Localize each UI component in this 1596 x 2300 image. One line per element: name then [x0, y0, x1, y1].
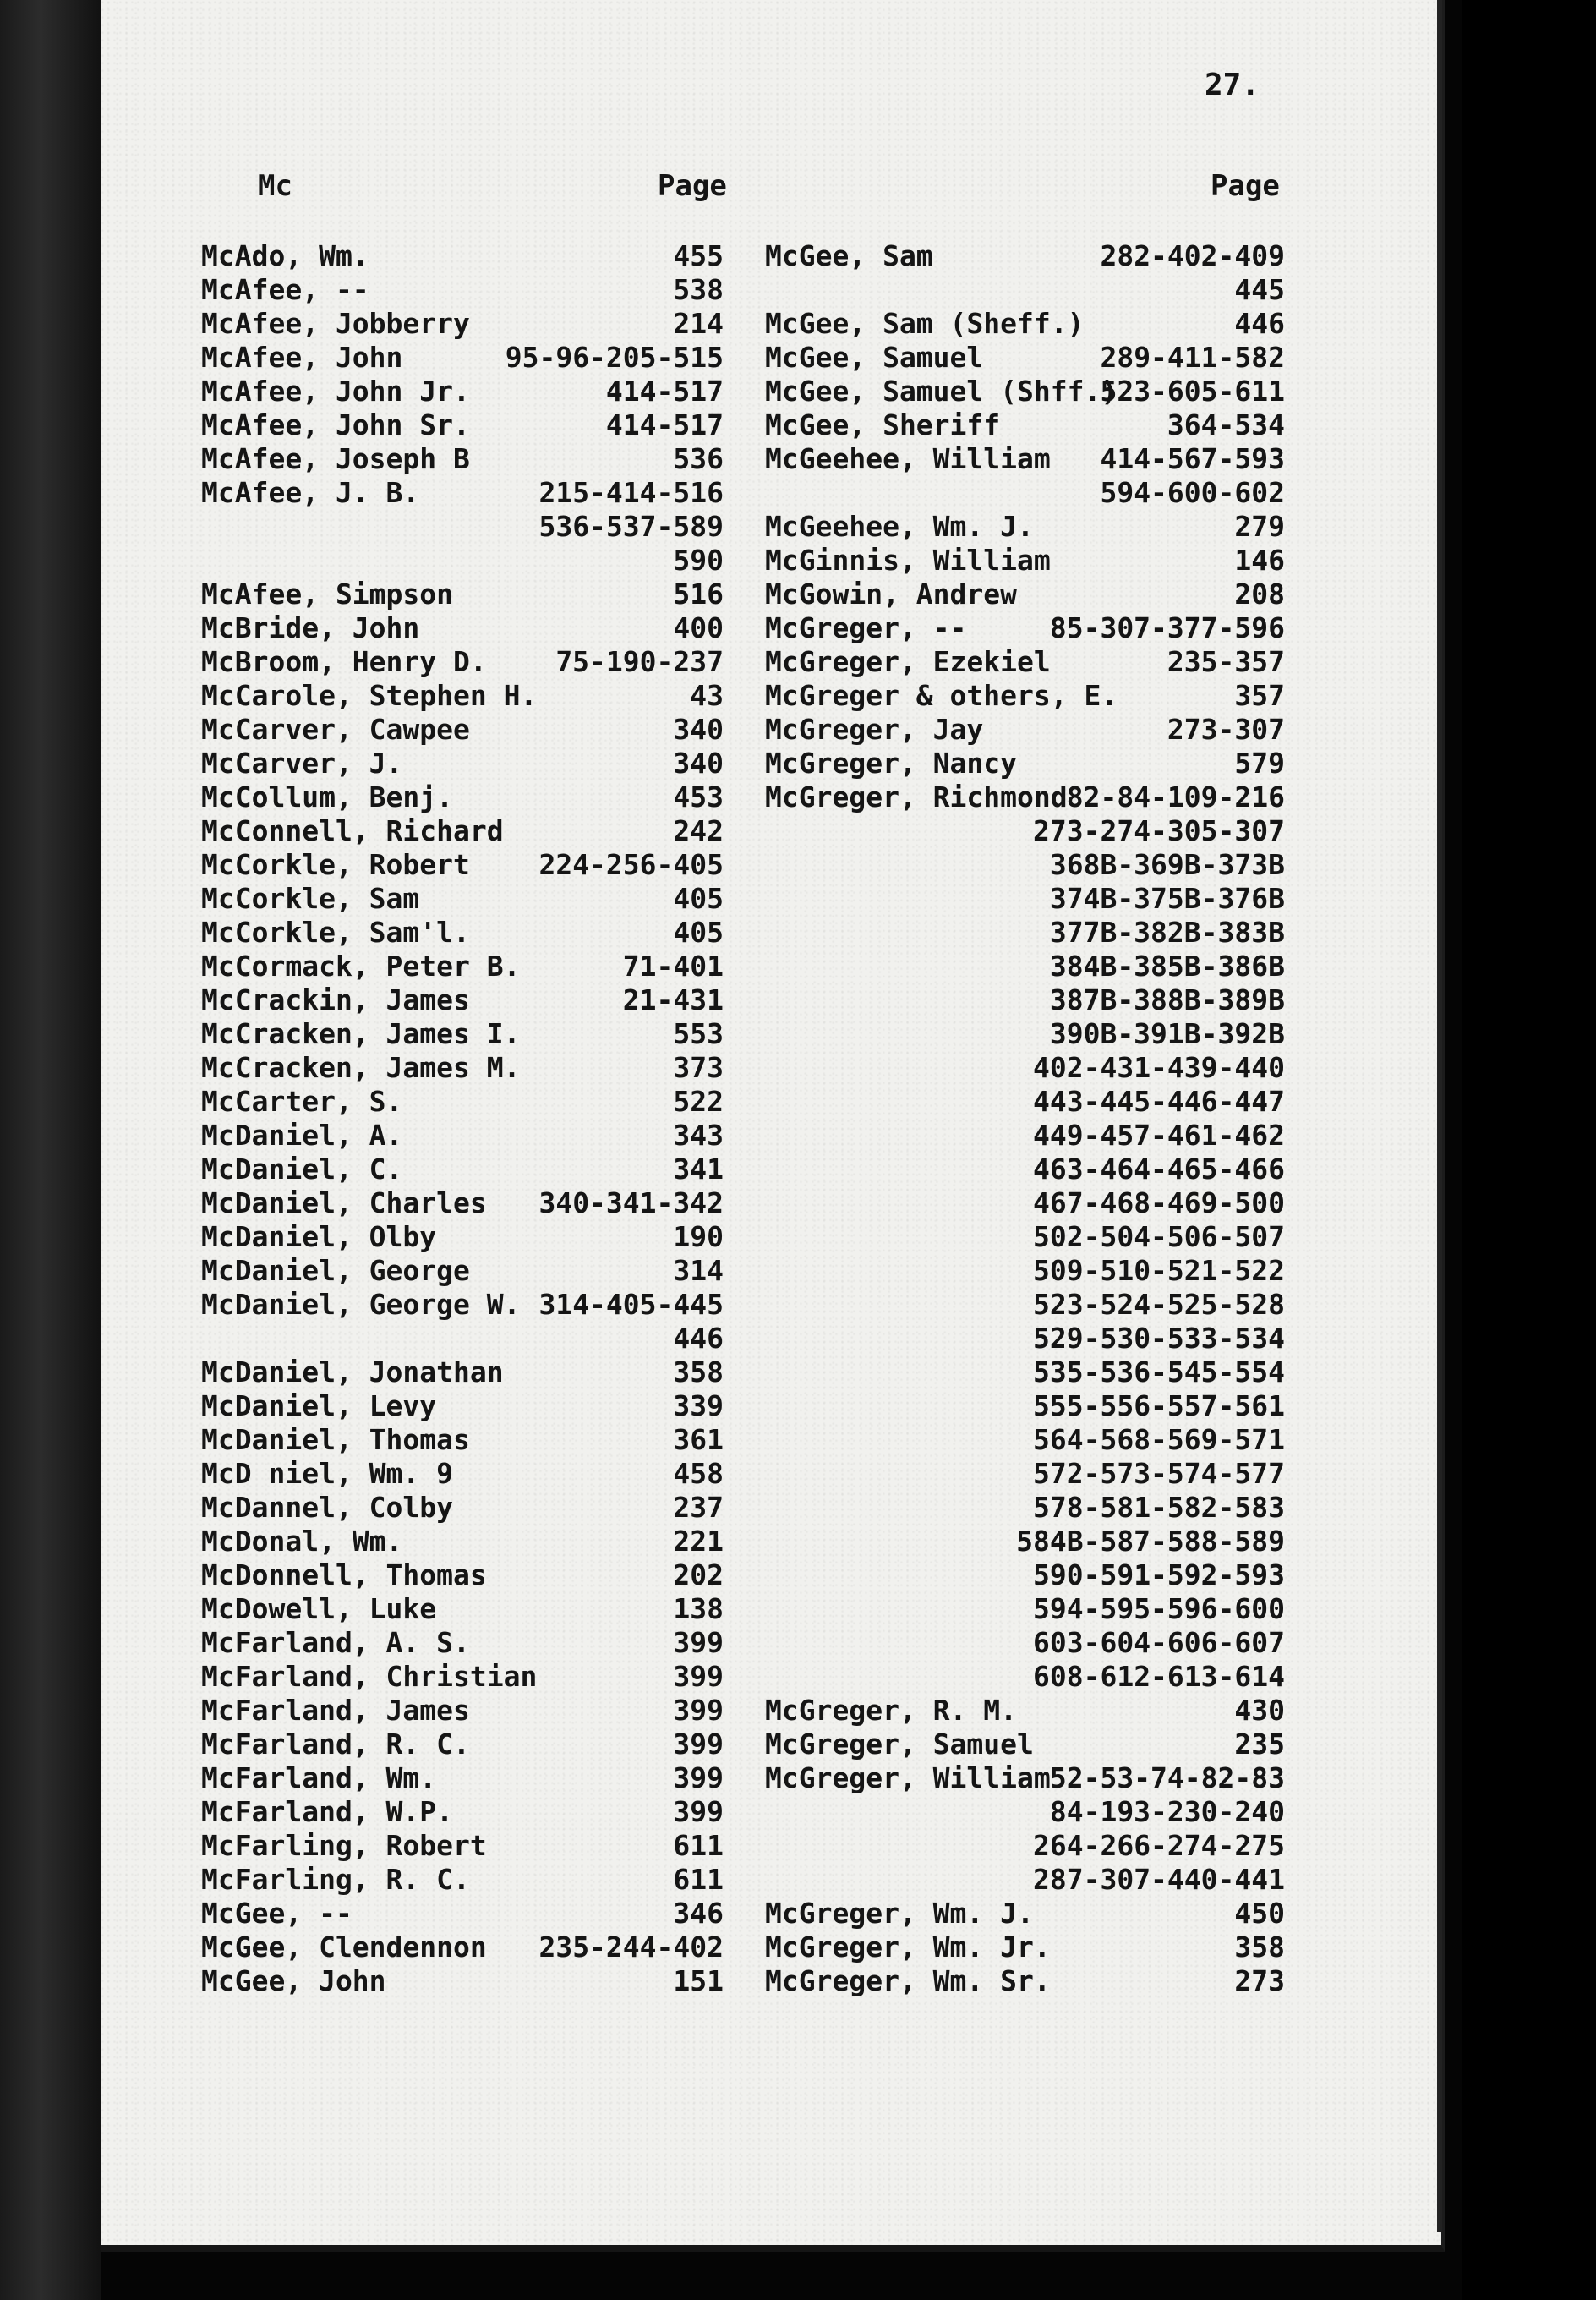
index-entry-name: McGeehee, Wm. J. — [765, 510, 1034, 543]
index-entry-pages: 536-537-589 — [538, 510, 724, 543]
index-entry-name: McBroom, Henry D. — [201, 645, 487, 678]
index-entry-pages: 361 — [673, 1423, 724, 1456]
index-entry-pages: 279 — [1234, 510, 1285, 543]
index-entry-name: McGreger, Ezekiel — [765, 645, 1051, 678]
index-entry-name: McDaniel, George — [201, 1254, 470, 1287]
index-entry-pages: 529-530-533-534 — [1032, 1322, 1285, 1355]
index-entry-name: McDaniel, Olby — [201, 1220, 437, 1253]
index-entry-name: McDaniel, Charles — [201, 1186, 487, 1219]
index-entry-name: McAfee, Jobberry — [201, 307, 470, 340]
index-entry-pages: 85-307-377-596 — [1049, 611, 1285, 644]
index-entry-pages: 377B-382B-383B — [1049, 916, 1285, 949]
index-entry-name: McCorkle, Sam — [201, 882, 420, 915]
header-left-name: Mc — [258, 169, 292, 203]
index-entry-pages: 215-414-516 — [538, 476, 724, 509]
index-entry-name: McGreger, Samuel — [765, 1728, 1034, 1761]
index-entry-pages: 75-190-237 — [555, 645, 724, 678]
index-entry-name: McDaniel, A. — [201, 1119, 403, 1152]
index-entry-pages: 594-595-596-600 — [1032, 1592, 1285, 1625]
index-entry-pages: 414-517 — [605, 408, 724, 441]
index-entry-name: McGee, Samuel (Shff.) — [765, 375, 1118, 408]
index-entry-pages: 368B-369B-373B — [1049, 848, 1285, 881]
index-entry-pages: 235 — [1234, 1728, 1285, 1761]
index-entry-name: McGee, John — [201, 1964, 386, 1997]
left-page-column — [490, 239, 724, 1998]
index-entry-pages: 374B-375B-376B — [1049, 882, 1285, 915]
index-entry-pages: 536 — [673, 442, 724, 475]
index-entry-name: McFarling, R. C. — [201, 1863, 470, 1896]
index-entry-pages: 340 — [673, 747, 724, 780]
index-entry-name: McAfee, Simpson — [201, 578, 454, 611]
index-entry-name: McCarver, J. — [201, 747, 403, 780]
index-entry-name: McCracken, James M. — [201, 1051, 521, 1084]
index-entry-pages: 237 — [673, 1491, 724, 1524]
index-entry-pages: 82-84-109-216 — [1066, 780, 1285, 813]
index-entry-name: McCarole, Stephen H. — [201, 679, 538, 712]
index-entry-pages: 208 — [1234, 578, 1285, 611]
index-entry-name: McGee, Samuel — [765, 341, 984, 374]
index-entry-pages: 399 — [673, 1626, 724, 1659]
index-entry-pages: 535-536-545-554 — [1032, 1355, 1285, 1388]
index-entry-pages: 399 — [673, 1660, 724, 1693]
index-entry-pages: 273-307 — [1167, 713, 1285, 746]
index-entry-pages: 399 — [673, 1795, 724, 1828]
index-entry-name: McDaniel, Levy — [201, 1389, 437, 1422]
index-entry-name: McGee, Sam (Sheff.) — [765, 307, 1085, 340]
index-entry-name: McGreger, Wm. Jr. — [765, 1930, 1051, 1963]
index-entry-pages: 235-244-402 — [538, 1930, 724, 1963]
index-entry-pages: 399 — [673, 1728, 724, 1761]
index-entry-name: McCollum, Benj. — [201, 780, 454, 813]
index-entry-pages: 221 — [673, 1525, 724, 1558]
index-entry-pages: 516 — [673, 578, 724, 611]
index-entry-pages: 446 — [1234, 307, 1285, 340]
index-entry-name: McFarland, James — [201, 1694, 470, 1727]
index-entry-name: McCarter, S. — [201, 1085, 403, 1118]
index-entry-name: McAfee, J. B. — [201, 476, 420, 509]
index-entry-pages: 430 — [1234, 1694, 1285, 1727]
index-entry-pages: 387B-388B-389B — [1049, 983, 1285, 1016]
index-entry-pages: 43 — [690, 679, 724, 712]
index-entry-pages: 71-401 — [622, 950, 724, 983]
index-entry-name: McAfee, Joseph B — [201, 442, 470, 475]
index-entry-pages: 445 — [1234, 273, 1285, 306]
page-fold — [1437, 0, 1442, 2232]
index-entry-name: McGinnis, William — [765, 544, 1051, 577]
index-entry-pages: 314-405-445 — [538, 1288, 724, 1321]
index-entry-pages: 453 — [673, 780, 724, 813]
index-entry-name: McGreger, R. M. — [765, 1694, 1018, 1727]
index-entry-name: McFarling, Robert — [201, 1829, 487, 1862]
index-entry-name: McDaniel, Thomas — [201, 1423, 470, 1456]
index-entry-pages: 358 — [673, 1355, 724, 1388]
index-entry-name: McGee, Sheriff — [765, 408, 1001, 441]
index-entry-pages: 341 — [673, 1153, 724, 1186]
index-entry-pages: 21-431 — [622, 983, 724, 1016]
index-entry-pages: 611 — [673, 1829, 724, 1862]
index-entry-pages: 340 — [673, 713, 724, 746]
index-entry-pages: 611 — [673, 1863, 724, 1896]
index-entry-pages: 273 — [1234, 1964, 1285, 1997]
index-entry-pages: 214 — [673, 307, 724, 340]
index-entry-pages: 400 — [673, 611, 724, 644]
index-entry-name: McCrackin, James — [201, 983, 470, 1016]
index-entry-pages: 502-504-506-507 — [1032, 1220, 1285, 1253]
index-entry-pages: 590 — [673, 544, 724, 577]
index-entry-pages: 146 — [1234, 544, 1285, 577]
index-entry-pages: 579 — [1234, 747, 1285, 780]
index-entry-name: McAfee, John — [201, 341, 403, 374]
index-entry-name: McConnell, Richard — [201, 814, 504, 847]
index-entry-pages: 373 — [673, 1051, 724, 1084]
header-left-page: Page — [658, 169, 727, 203]
index-entry-name: McCorkle, Sam'l. — [201, 916, 470, 949]
index-entry-pages: 555-556-557-561 — [1032, 1389, 1285, 1422]
index-entry-name: McGeehee, William — [765, 442, 1051, 475]
index-entry-pages: 358 — [1234, 1930, 1285, 1963]
index-entry-name: McDonnell, Thomas — [201, 1558, 487, 1591]
header-right-page: Page — [1211, 169, 1280, 203]
index-entry-name: McCracken, James I. — [201, 1017, 521, 1050]
index-entry-pages: 287-307-440-441 — [1032, 1863, 1285, 1896]
index-entry-pages: 443-445-446-447 — [1032, 1085, 1285, 1118]
scan-margin — [1462, 0, 1596, 2300]
index-entry-name: McGreger & others, E. — [765, 679, 1118, 712]
index-entry-name: McFarland, W.P. — [201, 1795, 454, 1828]
index-entry-pages: 339 — [673, 1389, 724, 1422]
index-entry-pages: 467-468-469-500 — [1032, 1186, 1285, 1219]
index-entry-pages: 405 — [673, 882, 724, 915]
index-entry-pages: 202 — [673, 1558, 724, 1591]
index-entry-name: McDaniel, C. — [201, 1153, 403, 1186]
index-entry-pages: 590-591-592-593 — [1032, 1558, 1285, 1591]
index-entry-pages: 264-266-274-275 — [1032, 1829, 1285, 1862]
index-entry-pages: 594-600-602 — [1100, 476, 1285, 509]
index-entry-pages: 138 — [673, 1592, 724, 1625]
index-entry-pages: 603-604-606-607 — [1032, 1626, 1285, 1659]
index-entry-name: McAfee, -- — [201, 273, 369, 306]
index-entry-pages: 224-256-405 — [538, 848, 724, 881]
index-entry-name: McDannel, Colby — [201, 1491, 454, 1524]
index-entry-name: McGowin, Andrew — [765, 578, 1018, 611]
index-entry-pages: 572-573-574-577 — [1032, 1457, 1285, 1490]
index-entry-name: McCorkle, Robert — [201, 848, 470, 881]
index-entry-name: McGee, -- — [201, 1897, 353, 1930]
index-entry-pages: 340-341-342 — [538, 1186, 724, 1219]
index-entry-name: McGreger, Richmond — [765, 780, 1068, 813]
index-entry-pages: 384B-385B-386B — [1049, 950, 1285, 983]
index-entry-name: McDaniel, George W. — [201, 1288, 521, 1321]
index-entry-pages: 608-612-613-614 — [1032, 1660, 1285, 1693]
index-entry-pages: 564-568-569-571 — [1032, 1423, 1285, 1456]
index-entry-name: McGreger, Wm. J. — [765, 1897, 1034, 1930]
index-entry-name: McDowell, Luke — [201, 1592, 437, 1625]
index-entry-pages: 289-411-582 — [1100, 341, 1285, 374]
index-entry-name: McAfee, John Sr. — [201, 408, 470, 441]
index-entry-name: McFarland, Wm. — [201, 1761, 437, 1794]
index-entry-name: McDaniel, Jonathan — [201, 1355, 504, 1388]
index-entry-pages: 314 — [673, 1254, 724, 1287]
index-entry-pages: 273-274-305-307 — [1032, 814, 1285, 847]
index-entry-name: McD niel, Wm. 9 — [201, 1457, 454, 1490]
index-entry-name: McCormack, Peter B. — [201, 950, 521, 983]
index-entry-pages: 523-605-611 — [1100, 375, 1285, 408]
index-entry-pages: 282-402-409 — [1100, 239, 1285, 272]
index-entry-name: McCarver, Cawpee — [201, 713, 470, 746]
index-entry-pages: 343 — [673, 1119, 724, 1152]
binding-edge — [0, 0, 101, 2300]
index-entry-pages: 357 — [1234, 679, 1285, 712]
index-entry-pages: 523-524-525-528 — [1032, 1288, 1285, 1321]
index-entry-pages: 402-431-439-440 — [1032, 1051, 1285, 1084]
index-entry-pages: 52-53-74-82-83 — [1049, 1761, 1285, 1794]
index-entry-name: McGreger, -- — [765, 611, 967, 644]
index-entry-pages: 364-534 — [1167, 408, 1285, 441]
index-entry-pages: 414-517 — [605, 375, 724, 408]
index-entry-pages: 405 — [673, 916, 724, 949]
index-entry-pages: 95-96-205-515 — [505, 341, 724, 374]
right-page-column — [981, 239, 1285, 1998]
index-entry-name: McAdo, Wm. — [201, 239, 369, 272]
index-entry-pages: 190 — [673, 1220, 724, 1253]
index-entry-pages: 84-193-230-240 — [1049, 1795, 1285, 1828]
index-entry-pages: 509-510-521-522 — [1032, 1254, 1285, 1287]
index-entry-pages: 399 — [673, 1761, 724, 1794]
index-entry-name: McGreger, Nancy — [765, 747, 1018, 780]
index-entry-name: McGee, Sam — [765, 239, 933, 272]
index-entry-pages: 414-567-593 — [1100, 442, 1285, 475]
index-entry-pages: 455 — [673, 239, 724, 272]
page-number: 27. — [1205, 68, 1260, 102]
index-entry-name: McFarland, R. C. — [201, 1728, 470, 1761]
index-entry-name: McGee, Clendennon — [201, 1930, 487, 1963]
index-entry-pages: 242 — [673, 814, 724, 847]
index-entry-pages: 449-457-461-462 — [1032, 1119, 1285, 1152]
index-entry-name: McGreger, Wm. Sr. — [765, 1964, 1051, 1997]
index-entry-pages: 346 — [673, 1897, 724, 1930]
index-entry-name: McBride, John — [201, 611, 420, 644]
index-entry-name: McFarland, Christian — [201, 1660, 538, 1693]
index-entry-pages: 522 — [673, 1085, 724, 1118]
index-entry-name: McDonal, Wm. — [201, 1525, 403, 1558]
index-entry-pages: 399 — [673, 1694, 724, 1727]
index-entry-name: McGreger, William — [765, 1761, 1051, 1794]
index-entry-pages: 450 — [1234, 1897, 1285, 1930]
index-entry-pages: 390B-391B-392B — [1049, 1017, 1285, 1050]
index-entry-name: McGreger, Jay — [765, 713, 984, 746]
index-entry-pages: 553 — [673, 1017, 724, 1050]
index-entry-pages: 446 — [673, 1322, 724, 1355]
index-entry-pages: 538 — [673, 273, 724, 306]
index-entry-pages: 151 — [673, 1964, 724, 1997]
index-entry-pages: 463-464-465-466 — [1032, 1153, 1285, 1186]
index-entry-name: McFarland, A. S. — [201, 1626, 470, 1659]
index-entry-pages: 458 — [673, 1457, 724, 1490]
index-entry-pages: 578-581-582-583 — [1032, 1491, 1285, 1524]
index-entry-pages: 235-357 — [1167, 645, 1285, 678]
index-entry-name: McAfee, John Jr. — [201, 375, 470, 408]
index-entry-pages: 584B-587-588-589 — [1016, 1525, 1285, 1558]
